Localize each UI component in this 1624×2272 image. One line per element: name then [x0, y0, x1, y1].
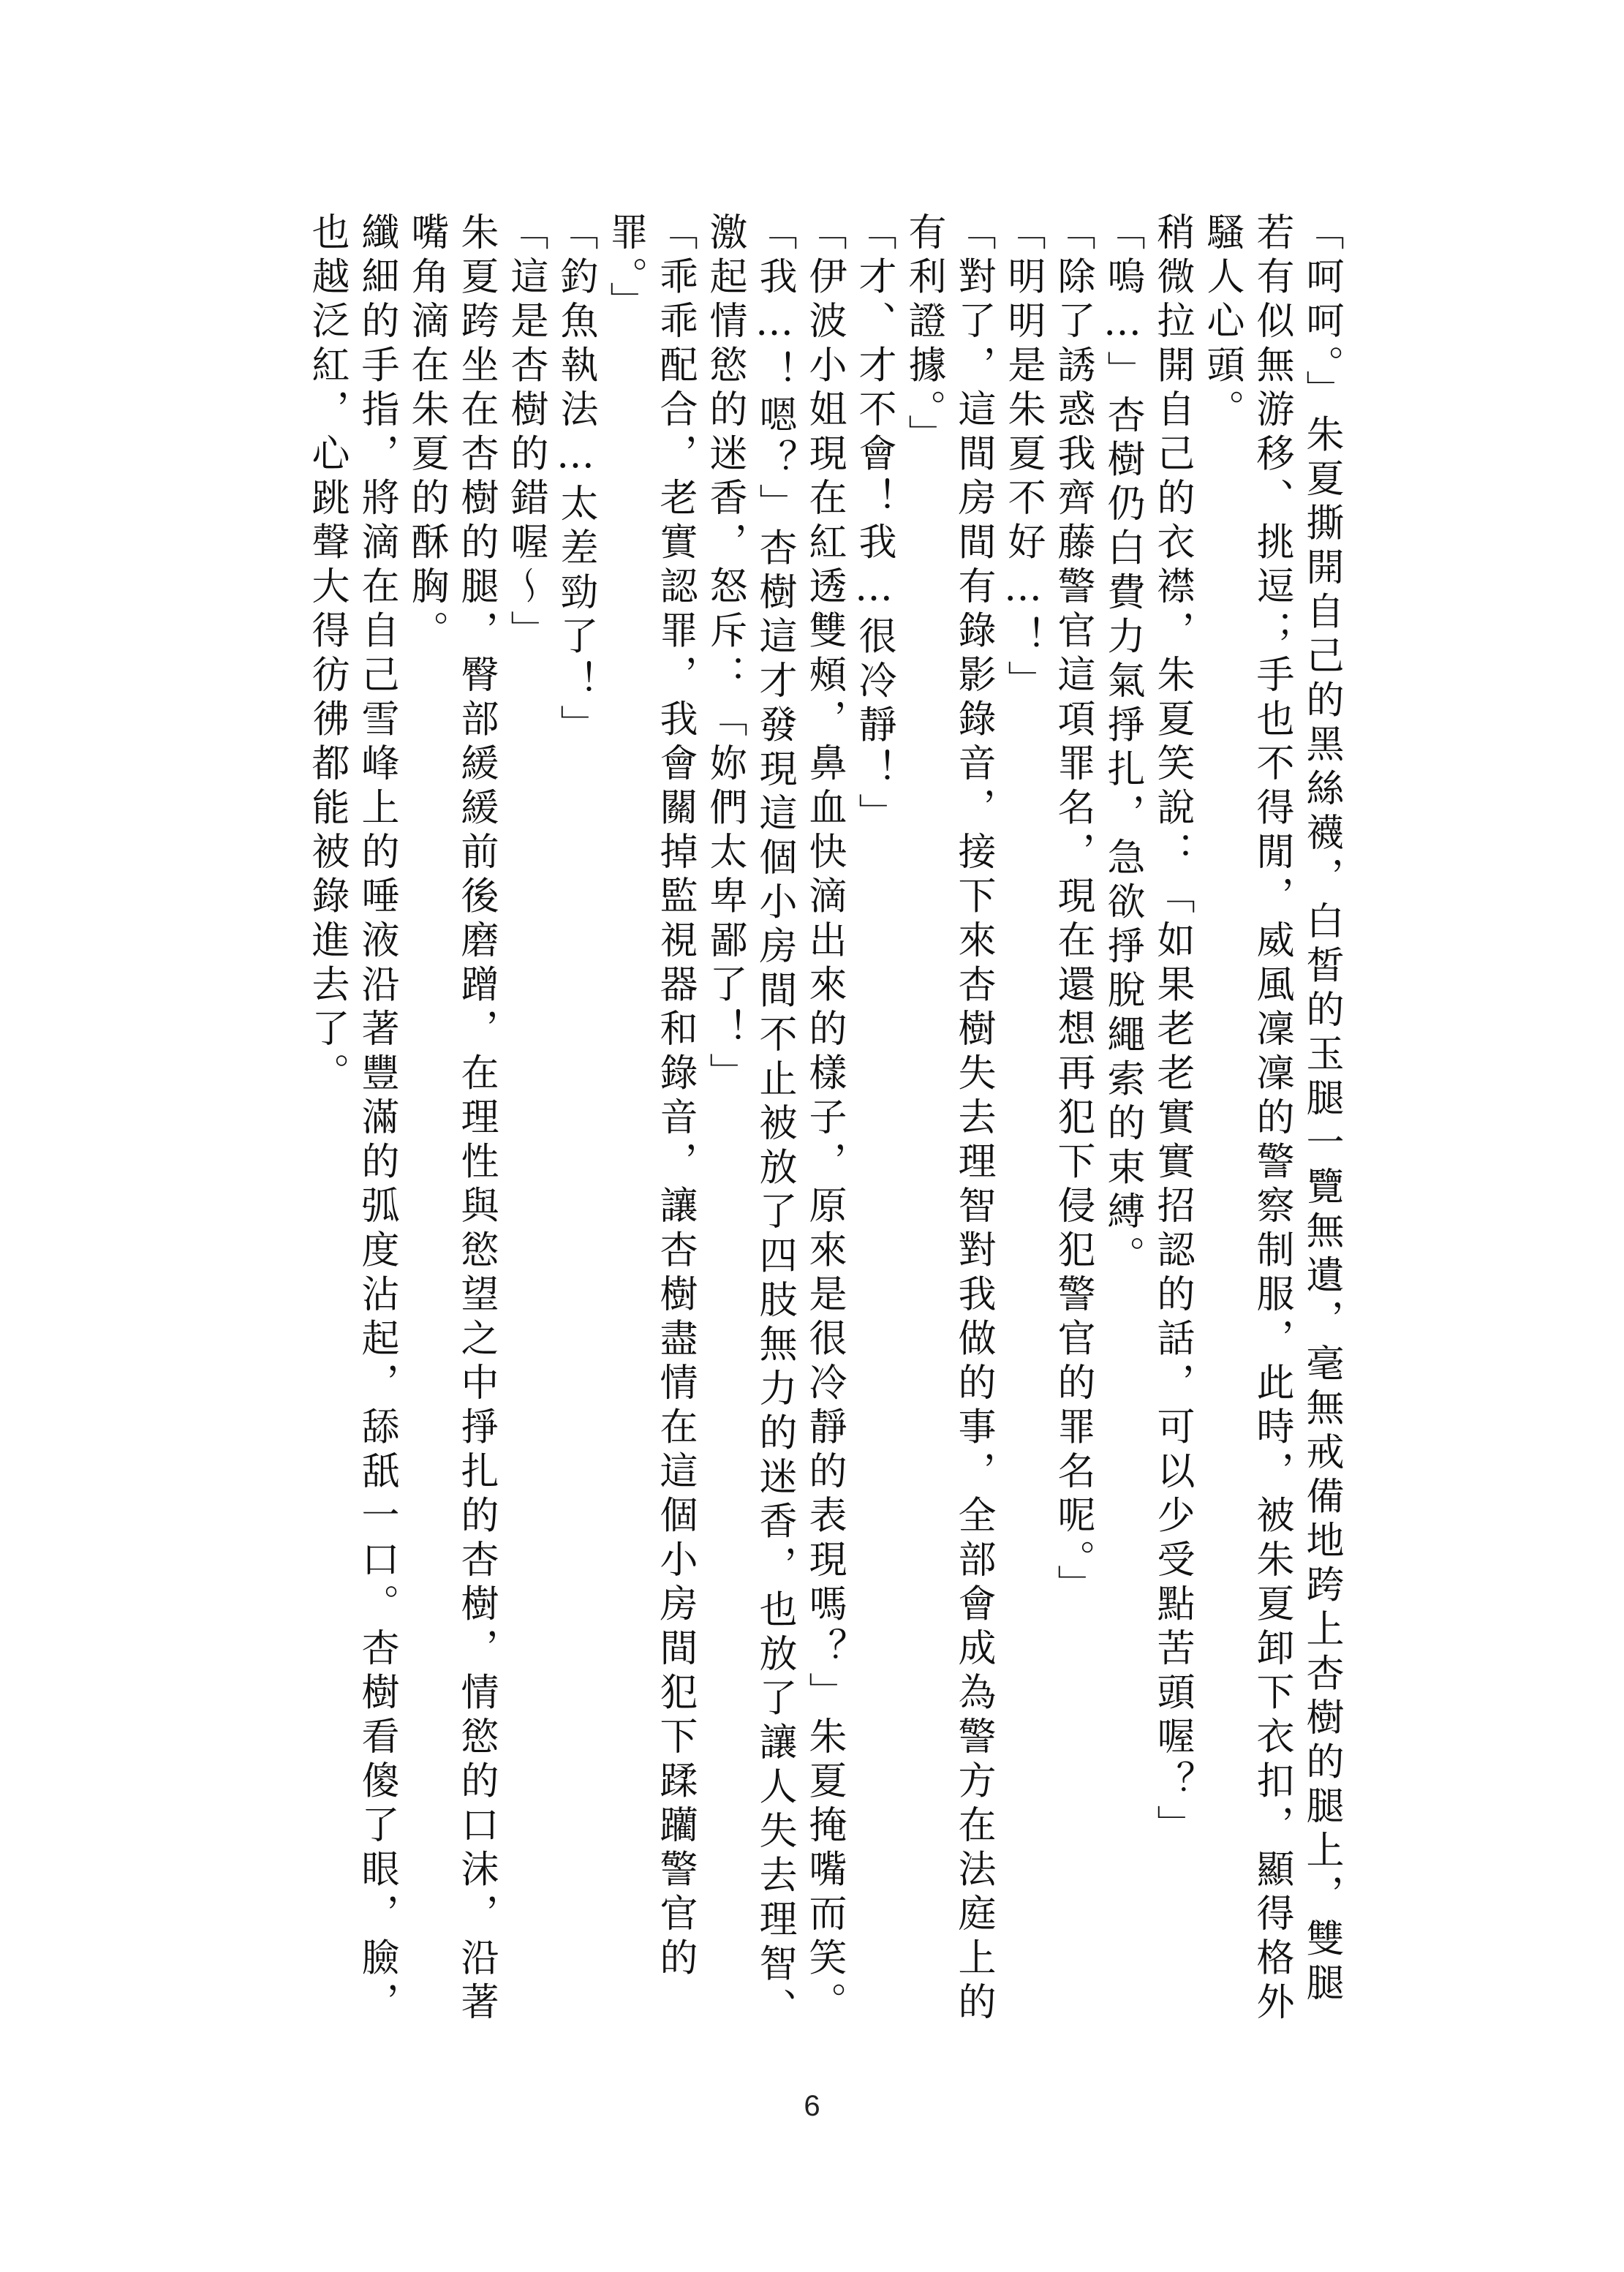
paragraph: 「這是杏樹的錯喔～」: [504, 212, 548, 654]
paragraph: 纖細的手指，將滴在自己雪峰上的唾液沿著豐滿的弧度沾起，舔舐一口。杏樹看傻了眼，臉，也越泛紅，心跳聲大得彷彿都能被錄進去了。: [305, 212, 399, 2026]
paragraph: 「呵呵。」朱夏撕開自己的黑絲襪，白皙的玉腿一覽無遺，毫無戒備地跨上杏樹的腿上，雙腿若有似無游移、挑逗；手也不得閒，威風凜凜的警察制服，此時，被朱夏卸下衣扣，顯得格外騷人心頭。: [1200, 212, 1343, 2026]
paragraph: 朱夏跨坐在杏樹的腿，臀部緩緩前後磨蹭，在理性與慾望之中掙扎的杏樹，情慾的口沫，沿著嘴角滴在朱夏的酥胸。: [404, 212, 498, 2026]
paragraph: 「才、才不會！我…很冷靜！」: [852, 212, 896, 837]
paragraph: 「伊波小姐現在紅透雙頰，鼻血快滴出來的樣子，原來是很冷靜的表現嗎？」朱夏掩嘴而笑。: [802, 212, 846, 2026]
page-number: 6: [804, 2090, 820, 2122]
paragraph: 「乖乖配合，老實認罪，我會關掉監視器和錄音，讓杏樹盡情在這個小房間犯下蹂躪警官的罪。」: [603, 212, 697, 1982]
paragraph: 「釣魚執法…太差勁了！」: [554, 212, 597, 749]
paragraph: 「對了，這間房間有錄影錄音，接下來杏樹失去理智對我做的事，全部會成為警方在法庭上的有利證據。」: [902, 212, 995, 2026]
paragraph: 「我…！嗯？」杏樹這才發現這個小房間不止被放了四肢無力的迷香，也放了讓人失去理智、激起情慾的迷香，怒斥：「妳們太卑鄙了！」: [703, 212, 796, 2032]
paragraph: 「除了誘惑我齊藤警官這項罪名，現在還想再犯下侵犯警官的罪名呢。」: [1051, 212, 1095, 1609]
paragraph: 「嗚…」杏樹仍白費力氣掙扎，急欲掙脫繩索的束縛。: [1100, 212, 1144, 1280]
paragraph: 「明明是朱夏不好…！」: [1001, 212, 1045, 705]
paragraph: 稍微拉開自己的衣襟，朱夏笑說：「如果老老實實招認的話，可以少受點苦頭喔？」: [1150, 212, 1194, 1849]
vertical-text-body: [271, 212, 1346, 2040]
